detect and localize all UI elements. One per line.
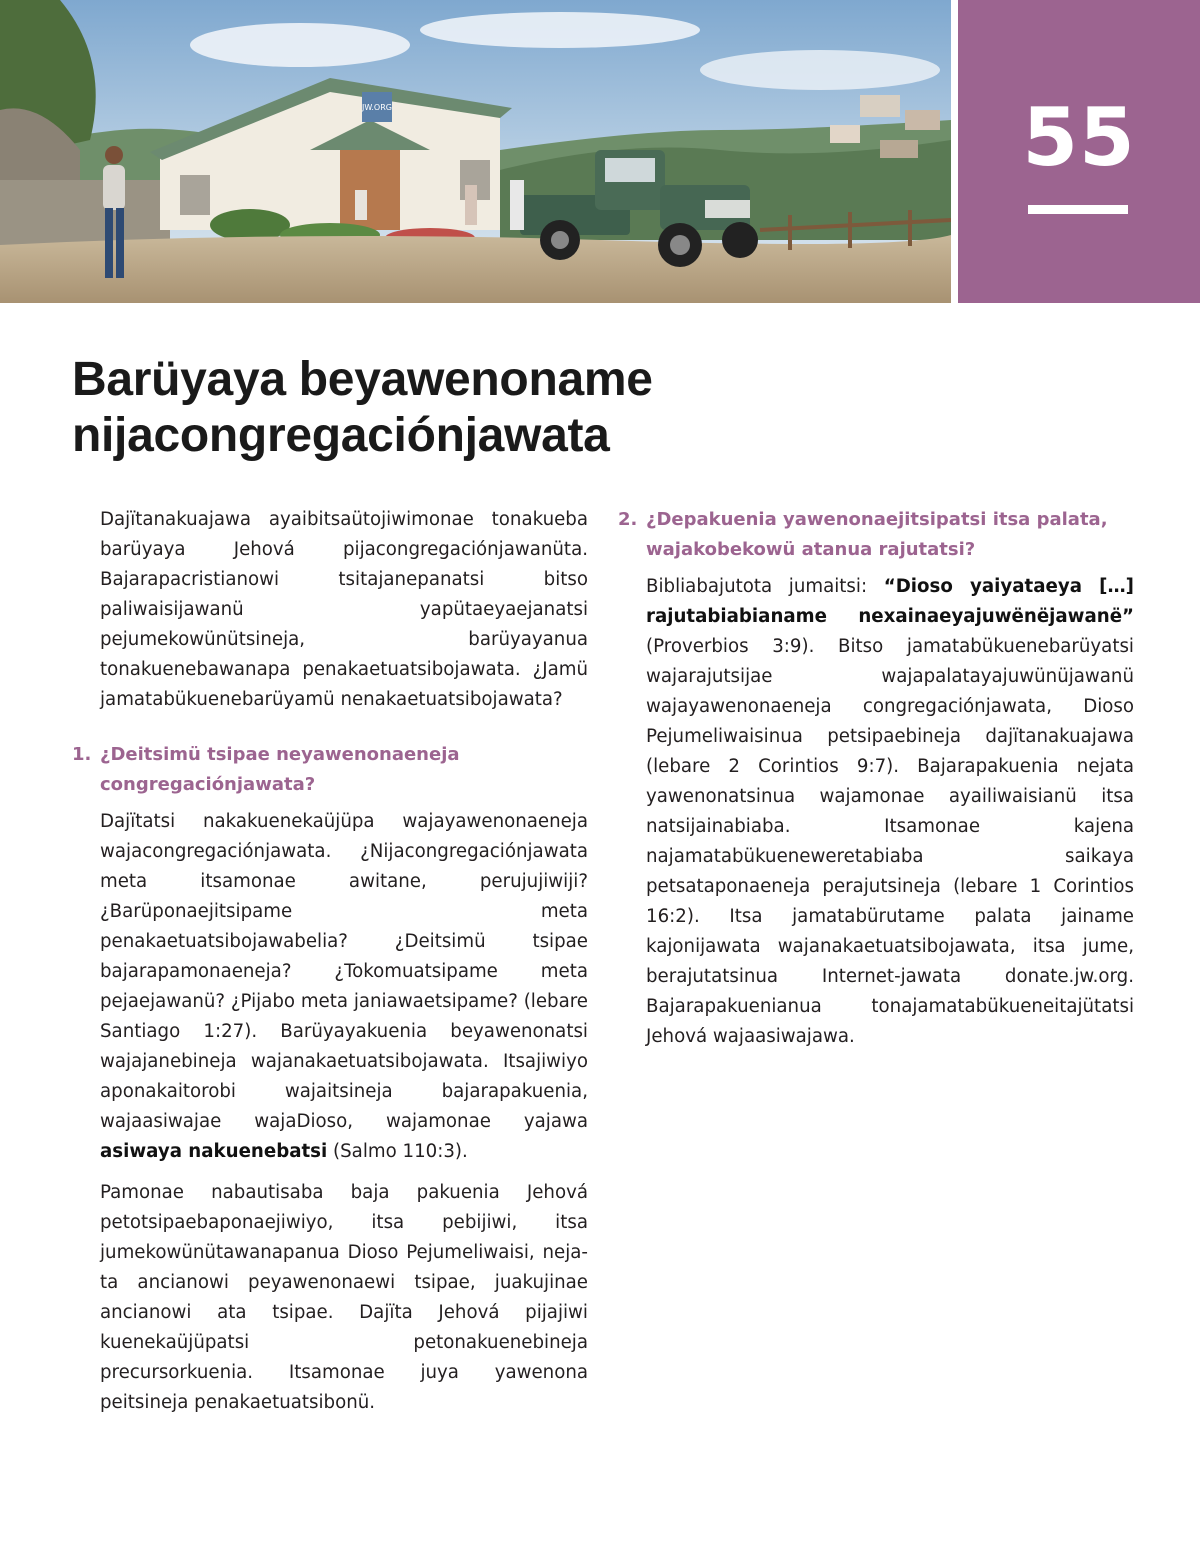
hero-photo	[0, 0, 951, 303]
right-column	[618, 505, 1134, 1063]
lesson-number-box	[958, 0, 1200, 303]
question-1	[72, 740, 588, 800]
section-1-paragraph-2: Pamonae nabautisaba baja pakuenia Jehová petotsipaebaponaejiwiyo, itsa pebijiwi, itsa jumekowünütawanapanua Dioso Pejumeliwaisi, nejata ancianowi peyawenonaewi tsipae, juakujinae ancianowi ata tsipae. Dajïta Jehová pijajiwi kuenekaüjüpatsi petonakuenebineja precursorkuenia. Itsamonae juya yawenona peitsineja penakaetuatsibonü.	[100, 1182, 588, 1413]
lesson-number-underline	[1028, 205, 1128, 214]
section-2-paragraph-1-text: (Proverbios 3:9). Bitso jamatabükuenebarüyatsi wajarajutsijae wajapalatayajuwünüjawanü wajayawenonaeneja congregaciónjawata, Dioso Pejumeliwaisinua petsipaebineja dajïtanakuajawa (lebare 2 Corintios 9:7). Bajarapakuenia nejata yawenonatsinua wajamonae ayailiwaisianü itsa natsijainabiaba. Itsamonae kajena najamatabükueneweretabiaba saikaya petsataponaeneja perajutsineja (lebare 1 Corintios 16:2). Itsa jamatabürutame palata jainame kajonijawata wajanakaetuatsibojawata, itsa jume, berajutatsinua Internet-jawata donate.jw.org. Bajarapakuenianua tonajamatabükueneitajütatsi Jehová wajaasiwajawa.	[646, 636, 1134, 1047]
question-1-text: ¿Deitsimü tsipae neyawenonaeneja congregaciónjawata?	[100, 744, 460, 795]
question-2	[618, 505, 1134, 565]
building-sign-logo: JW.ORG	[362, 103, 392, 112]
section-1-reference: (Salmo 110:3).	[327, 1141, 468, 1162]
left-column	[72, 505, 588, 1429]
page-title: Barüyaya beyawenoname nijacongregaciónjawata	[72, 353, 653, 462]
lesson-number: 55	[1022, 91, 1136, 184]
section-1-paragraph-1-text: Dajïtatsi nakakuenekaüjüpa wajayawenonaeneja wajacongregaciónjawata. ¿Nijacongregaciónjawata meta itsamonae awitane, perujujiwiji? ¿Barüponaejitsipame meta penakaetuatsibojawabelia? ¿Deitsimü tsipae bajarapamonaeneja? ¿Tokomuatsipame meta pejaejawanü? ¿Pijabo meta janiawaetsipame? (lebare Santiago 1:27). Barüyayakuenia beyawenonatsi wajajanebineja wajanakaetuatsibojawata. Itsajiwiyo aponakaitorobi wajaitsineja bajarapakuenia, wajaasiwajae wajaDioso, wajamonae yajawa	[100, 811, 588, 1132]
section-1-bold-phrase: asiwaya nakuenebatsi	[100, 1141, 328, 1162]
section-1-paragraph-1	[72, 807, 588, 1167]
question-1-number: 1.	[72, 744, 92, 765]
section-2-paragraph-1-lead: Bibliabajutota jumaitsi:	[646, 576, 884, 597]
intro-paragraph: Dajïtanakuajawa ayaibitsaütojiwimonae tonakueba barüyaya Jehová pijacongregaciónjawanüta. Bajarapacristianowi tsitajanepanatsi bitso paliwaisijawanü yapütaeyaejanatsi pejumekowünütsineja, barüyayanua tonakuenebawanapa penakaetuatsibojawata. ¿Jamü jamatabükuenebarüyamü nenakaetuatsibojawata?	[100, 509, 588, 710]
section-2-bible-quote: “Dioso yaiyataeya […] rajutabiabianame nexainaeyajuwënëjawanë”	[646, 576, 1134, 627]
question-2-text: ¿Depakuenia yawenonaejitsipatsi itsa palata, wajakobekowü atanua rajutatsi?	[646, 509, 1108, 560]
question-2-number: 2.	[618, 509, 638, 530]
section-2-paragraph-1	[618, 572, 1134, 1052]
